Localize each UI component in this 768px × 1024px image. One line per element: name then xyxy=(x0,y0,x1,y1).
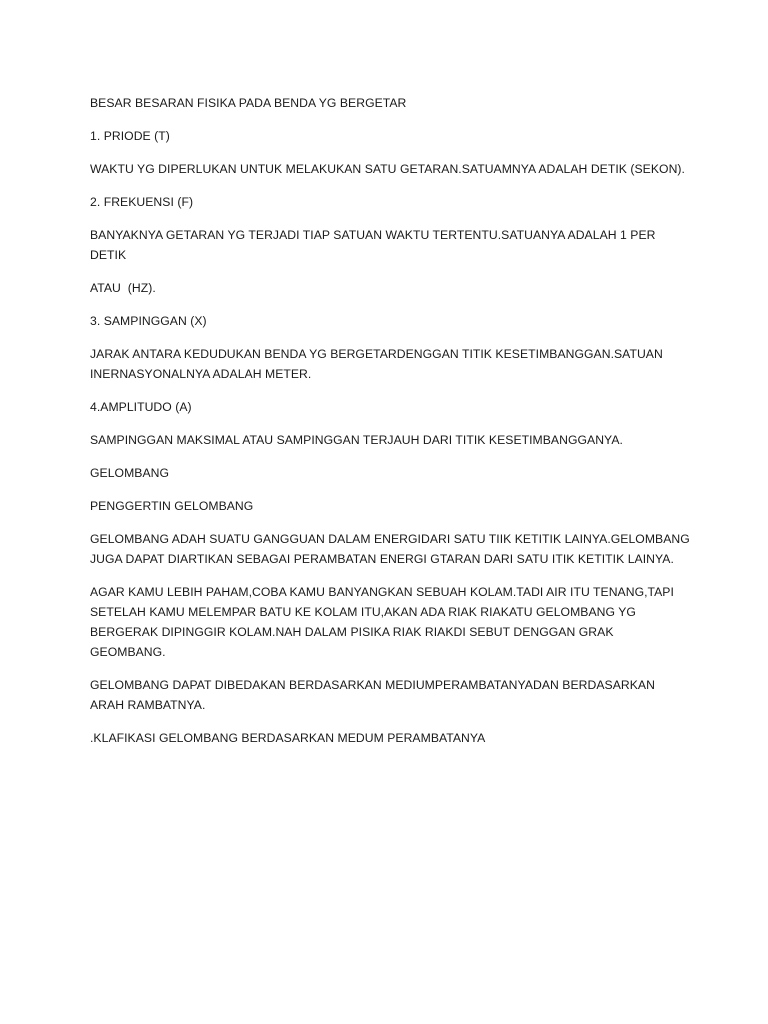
heading-klasifikasi-gelombang: .KLAFIKASI GELOMBANG BERDASARKAN MEDUM PERAMBATANYA xyxy=(90,731,486,745)
heading-amplitudo: 4.AMPLITUDO (A) xyxy=(90,400,192,414)
heading-pengertian-gelombang: PENGGERTIN GELOMBANG xyxy=(90,499,254,513)
paragraph-priode-definition: WAKTU YG DIPERLUKAN UNTUK MELAKUKAN SATU GETARAN.SATUAMNYA ADALAH DETIK (SEKON). xyxy=(90,162,685,176)
paragraph-frekuensi-definition: BANYAKNYA GETARAN YG TERJADI TIAP SATUAN WAKTU TERTENTU.SATUANYA ADALAH 1 PER DETIK xyxy=(90,228,659,262)
heading-sampinggan: 3. SAMPINGGAN (X) xyxy=(90,314,207,328)
paragraph-amplitudo-definition: SAMPINGGAN MAKSIMAL ATAU SAMPINGGAN TERJAUH DARI TITIK KESETIMBANGGANYA. xyxy=(90,433,623,447)
paragraph-gelombang-definition: GELOMBANG ADAH SUATU GANGGUAN DALAM ENERGIDARI SATU TIIK KETITIK LAINYA.GELOMBANG JUGA DAPAT DIARTIKAN SEBAGAI PERAMBATAN ENERGI GTARAN DARI SATU ITIK KETITIK LAINYA. xyxy=(90,532,694,566)
document-title: BESAR BESARAN FISIKA PADA BENDA YG BERGETAR xyxy=(90,96,407,110)
paragraph-sampinggan-definition: JARAK ANTARA KEDUDUKAN BENDA YG BERGETARDENGGAN TITIK KESETIMBANGGAN.SATUAN INERNASYONALNYA ADALAH METER. xyxy=(90,347,667,381)
heading-priode: 1. PRIODE (T) xyxy=(90,129,170,143)
heading-frekuensi: 2. FREKUENSI (F) xyxy=(90,195,194,209)
heading-gelombang: GELOMBANG xyxy=(90,466,170,480)
paragraph-frekuensi-unit: ATAU (HZ). xyxy=(90,281,156,295)
document-body xyxy=(90,93,694,761)
paragraph-gelombang-example: AGAR KAMU LEBIH PAHAM,COBA KAMU BANYANGKAN SEBUAH KOLAM.TADI AIR ITU TENANG,TAPI SETELAH KAMU MELEMPAR BATU KE KOLAM ITU,AKAN ADA RIAK RIAKATU GELOMBANG YG BERGERAK DIPINGGIR KOLAM.NAH DALAM PISIKA RIAK RIAKDI SEBUT DENGGAN GRAK GEOMBANG. xyxy=(90,585,678,659)
paragraph-gelombang-classification: GELOMBANG DAPAT DIBEDAKAN BERDASARKAN MEDIUMPERAMBATANYADAN BERDASARKAN ARAH RAMBATNYA. xyxy=(90,678,658,712)
